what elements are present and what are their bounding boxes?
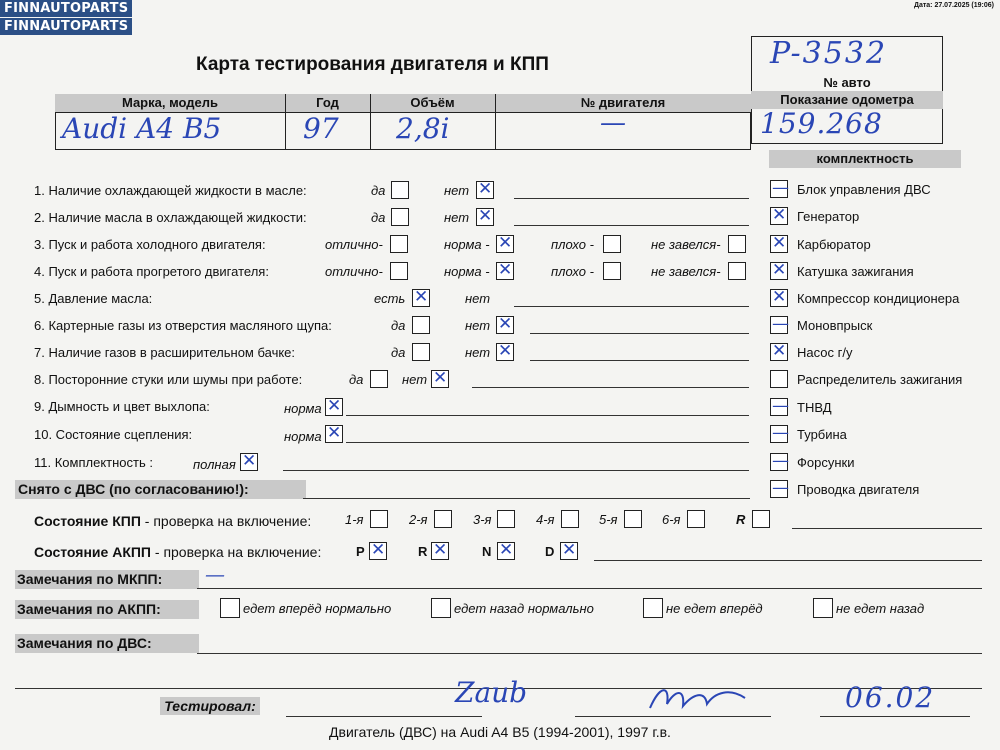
- check-label: 8. Посторонние стуки или шумы при работе:: [34, 372, 303, 387]
- option-label: полная: [193, 457, 236, 472]
- handwritten-dash: —: [205, 562, 225, 586]
- option-label: норма: [284, 429, 322, 444]
- underline: [820, 716, 970, 717]
- gear-label: 2-я: [409, 512, 428, 527]
- underline: [575, 716, 771, 717]
- gear-box[interactable]: [561, 510, 579, 528]
- option-label: да: [391, 318, 406, 333]
- site-logo-secondary: FINNAUTOPARTS: [0, 18, 132, 35]
- divider: [495, 94, 496, 150]
- check-mark: ✕: [433, 368, 448, 388]
- completeness-header: комплектность: [769, 150, 961, 168]
- completeness-label: Проводка двигателя: [797, 482, 920, 497]
- completeness-label: Блок управления ДВС: [797, 182, 931, 197]
- underline: [472, 387, 749, 388]
- option-label: норма -: [444, 264, 490, 279]
- gear-label: 3-я: [473, 512, 492, 527]
- completeness-mark: ✕: [772, 341, 787, 361]
- akpp-option-label: не едет вперёд: [666, 601, 763, 616]
- engine-no-value: —: [600, 108, 626, 138]
- check-box[interactable]: [728, 262, 746, 280]
- check-label: 4. Пуск и работа прогретого двигателя:: [34, 264, 269, 279]
- completeness-mark: ✕: [772, 205, 787, 225]
- gear-box[interactable]: [687, 510, 705, 528]
- underline: [197, 653, 982, 654]
- year-header: Год: [316, 95, 339, 110]
- engine-no-header: № двигателя: [580, 95, 666, 110]
- completeness-mark: —: [772, 396, 789, 416]
- akpp-option-box[interactable]: [813, 598, 833, 618]
- option-label: не завелся-: [651, 237, 721, 252]
- underline: [514, 306, 749, 307]
- underline: [792, 528, 982, 529]
- removed-label: Снято с ДВС (по согласованию!):: [15, 480, 306, 499]
- completeness-mark: ✕: [772, 233, 787, 253]
- check-mark: ✕: [478, 179, 493, 199]
- underline: [303, 498, 750, 499]
- gear-box[interactable]: [497, 510, 515, 528]
- underline: [346, 415, 749, 416]
- completeness-box[interactable]: [770, 370, 788, 388]
- gear-label: P: [356, 544, 365, 559]
- tester-signature: Zaub: [455, 676, 528, 709]
- akpp-option-box[interactable]: [431, 598, 451, 618]
- check-mark: ✕: [498, 233, 513, 253]
- completeness-label: Катушка зажигания: [797, 264, 914, 279]
- check-label: 3. Пуск и работа холодного двигателя:: [34, 237, 266, 252]
- check-box[interactable]: [728, 235, 746, 253]
- year-value: 97: [303, 112, 339, 145]
- gear-label: 6-я: [662, 512, 681, 527]
- gear-label: R: [736, 512, 746, 527]
- completeness-mark: —: [772, 423, 789, 443]
- underline: [514, 225, 749, 226]
- option-label: отлично-: [325, 264, 383, 279]
- underline: [530, 360, 749, 361]
- remarks-dvs-label: Замечания по ДВС:: [15, 634, 199, 653]
- gear-label: 5-я: [599, 512, 618, 527]
- reg-number-value: P-3532: [770, 36, 888, 71]
- completeness-label: Турбина: [797, 427, 847, 442]
- check-box[interactable]: [390, 235, 408, 253]
- photo-date: Дата: 27.07.2025 (19:06): [913, 2, 994, 9]
- akpp-option-box[interactable]: [220, 598, 240, 618]
- underline: [514, 198, 749, 199]
- gear-box[interactable]: [624, 510, 642, 528]
- check-label: 9. Дымность и цвет выхлопа:: [34, 399, 210, 414]
- caption: Двигатель (ДВС) на Audi A4 B5 (1994-2001), 1997 г.в.: [329, 724, 671, 740]
- completeness-mark: —: [772, 178, 789, 198]
- check-mark: ✕: [498, 341, 513, 361]
- completeness-label: Форсунки: [797, 455, 855, 470]
- completeness-label: ТНВД: [797, 400, 832, 415]
- remarks-akpp-label: Замечания по АКПП:: [15, 600, 199, 619]
- check-box[interactable]: [391, 181, 409, 199]
- check-label: 2. Наличие масла в охлаждающей жидкости:: [34, 210, 307, 225]
- signature-scribble: [645, 680, 755, 714]
- reg-number-label: № авто: [823, 75, 871, 90]
- option-label: норма: [284, 401, 322, 416]
- check-mark: ✕: [414, 287, 429, 307]
- divider: [285, 94, 286, 150]
- check-mark: ✕: [242, 451, 257, 471]
- completeness-mark: ✕: [772, 287, 787, 307]
- odometer-label: Показание одометра: [751, 91, 943, 109]
- completeness-label: Моновпрыск: [797, 318, 873, 333]
- check-label: 5. Давление масла:: [34, 291, 153, 306]
- akpp-option-label: не едет назад: [836, 601, 925, 616]
- check-label: 7. Наличие газов в расширительном бачке:: [34, 345, 296, 360]
- option-label: нет: [465, 318, 491, 333]
- gear-box[interactable]: [434, 510, 452, 528]
- completeness-mark: ✕: [772, 260, 787, 280]
- volume-header: Объём: [410, 95, 455, 110]
- option-label: да: [371, 183, 386, 198]
- option-label: плохо -: [551, 237, 594, 252]
- akpp-label: Состояние АКПП - проверка на включение:: [34, 544, 322, 560]
- option-label: да: [371, 210, 386, 225]
- option-label: нет: [444, 183, 470, 198]
- completeness-mark: —: [772, 314, 789, 334]
- option-label: есть: [374, 291, 406, 306]
- check-mark: ✕: [433, 540, 448, 560]
- gear-label: N: [482, 544, 492, 559]
- check-label: 11. Комплектность :: [34, 455, 153, 470]
- volume-value: 2,8i: [396, 112, 450, 145]
- check-mark: ✕: [478, 206, 493, 226]
- check-mark: ✕: [498, 260, 513, 280]
- option-label: да: [391, 345, 406, 360]
- check-label: 10. Состояние сцепления:: [34, 427, 193, 442]
- option-label: нет: [402, 372, 428, 387]
- check-label: 1. Наличие охлаждающей жидкости в масле:: [34, 183, 307, 198]
- completeness-mark: —: [772, 451, 789, 471]
- gear-label: D: [545, 544, 555, 559]
- akpp-option-label: едет вперёд нормально: [243, 601, 392, 616]
- check-mark: ✕: [498, 314, 513, 334]
- make-header: Марка, модель: [121, 95, 219, 110]
- gear-box[interactable]: [752, 510, 770, 528]
- form-title: Карта тестирования двигателя и КПП: [196, 54, 549, 75]
- gear-label: 4-я: [536, 512, 555, 527]
- check-box[interactable]: [391, 208, 409, 226]
- option-label: нет: [444, 210, 470, 225]
- check-mark: ✕: [562, 540, 577, 560]
- completeness-label: Распределитель зажигания: [797, 372, 963, 387]
- check-box[interactable]: [412, 343, 430, 361]
- site-logo: FINNAUTOPARTS: [0, 0, 132, 17]
- underline: [283, 470, 749, 471]
- check-mark: ✕: [499, 540, 514, 560]
- check-box[interactable]: [603, 262, 621, 280]
- underline: [530, 333, 749, 334]
- gear-box[interactable]: [370, 510, 388, 528]
- check-mark: ✕: [327, 396, 342, 416]
- option-label: норма -: [444, 237, 490, 252]
- completeness-label: Компрессор кондиционера: [797, 291, 960, 306]
- akpp-option-box[interactable]: [643, 598, 663, 618]
- divider: [370, 94, 371, 150]
- completeness-label: Генератор: [797, 209, 860, 224]
- underline: [197, 588, 982, 589]
- kpp-label: Состояние КПП - проверка на включение:: [34, 513, 312, 529]
- check-box[interactable]: [370, 370, 388, 388]
- tested-label: Тестировал:: [160, 697, 260, 715]
- remarks-mkpp-label: Замечания по МКПП:: [15, 570, 199, 589]
- option-label: не завелся-: [651, 264, 721, 279]
- make-value: Audi A4 B5: [62, 112, 222, 145]
- option-label: да: [349, 372, 364, 387]
- check-label: 6. Картерные газы из отверстия масляного щупа:: [34, 318, 332, 333]
- check-box[interactable]: [603, 235, 621, 253]
- option-label: нет: [465, 291, 491, 306]
- completeness-label: Карбюратор: [797, 237, 871, 252]
- odometer-value: 159.268: [760, 107, 883, 140]
- option-label: плохо -: [551, 264, 594, 279]
- completeness-mark: —: [772, 478, 789, 498]
- check-mark: ✕: [327, 423, 342, 443]
- test-date-value: 06.02: [845, 681, 936, 714]
- underline: [346, 442, 749, 443]
- option-label: отлично-: [325, 237, 383, 252]
- completeness-label: Насос г/у: [797, 345, 853, 360]
- check-mark: ✕: [371, 540, 386, 560]
- check-box[interactable]: [412, 316, 430, 334]
- option-label: нет: [465, 345, 491, 360]
- check-box[interactable]: [390, 262, 408, 280]
- gear-label: 1-я: [345, 512, 364, 527]
- underline: [594, 560, 982, 561]
- underline: [286, 716, 482, 717]
- akpp-option-label: едет назад нормально: [454, 601, 594, 616]
- gear-label: R: [418, 544, 428, 559]
